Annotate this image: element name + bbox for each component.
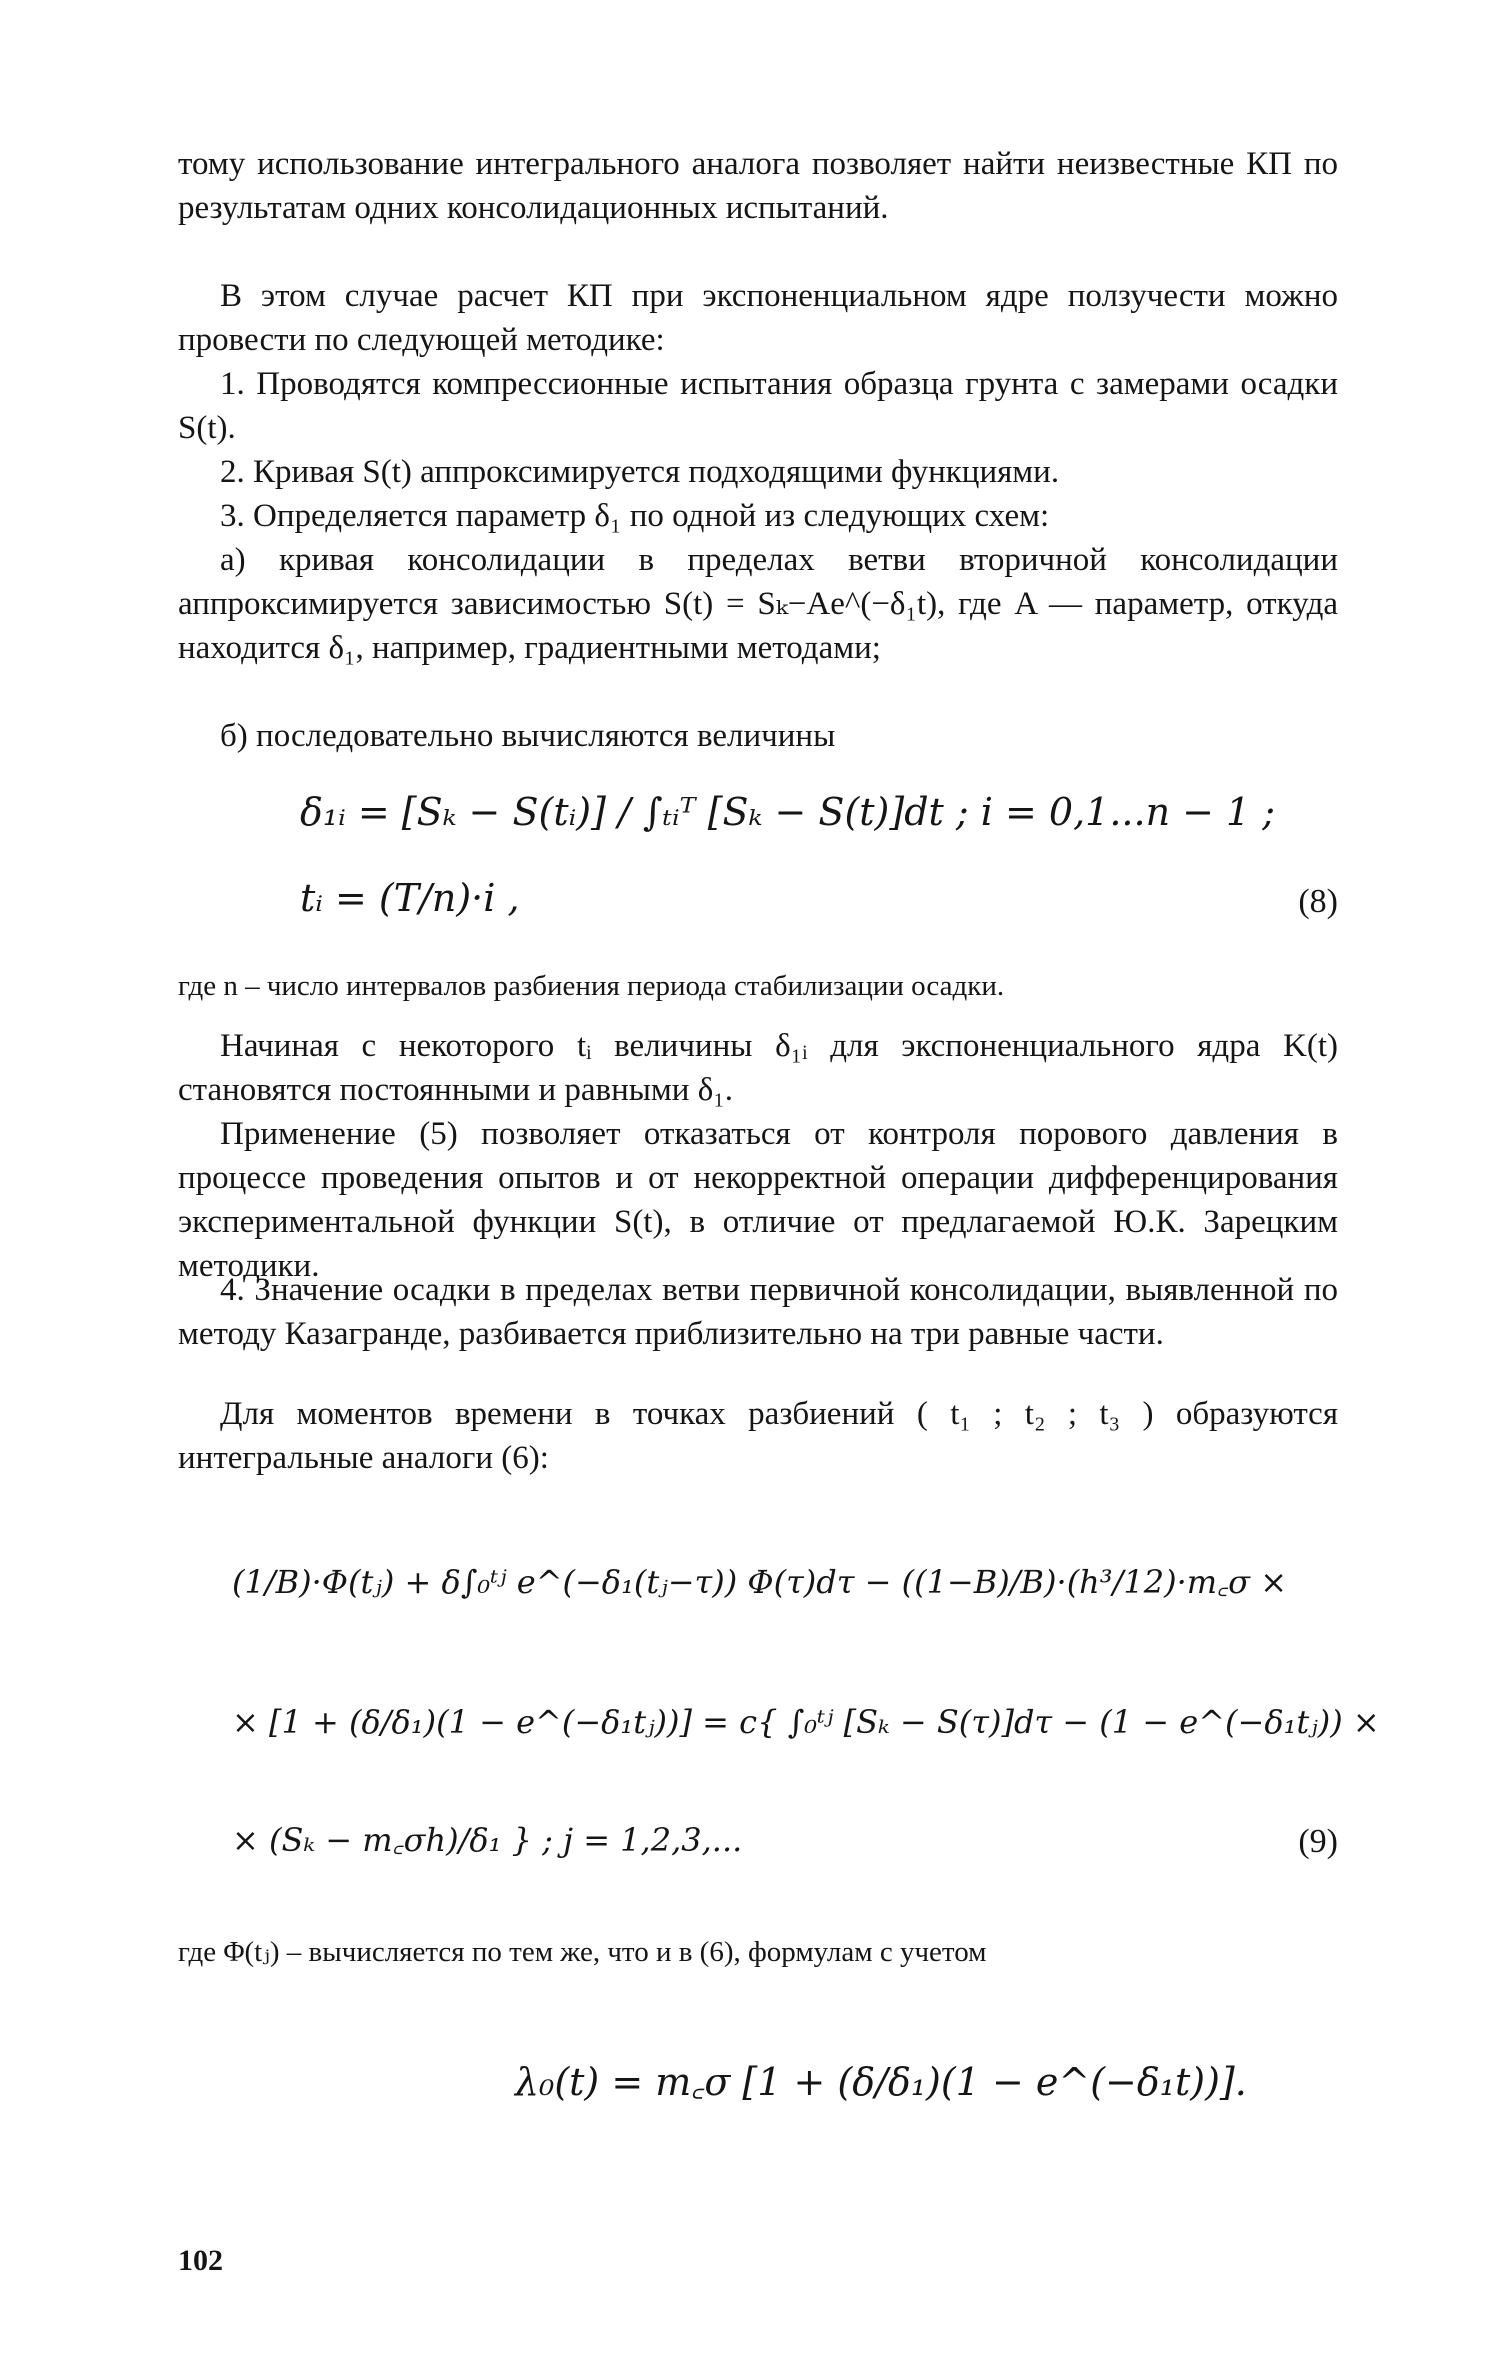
paragraph-moments: Для моментов времени в точках разбиений ( t₁ ; t₂ ; t₃ ) образуются интегральные аналоги (6): <box>178 1396 1338 1476</box>
equation-8-number: (8) <box>1298 883 1338 920</box>
step-3b: б) последовательно вычисляются величины <box>220 718 836 754</box>
equation-lambda: λ₀(t) = m꜀σ [1 + (δ/δ₁)(1 − e^(−δ₁t))]. <box>515 2060 1247 2104</box>
page-number: 102 <box>178 2244 223 2277</box>
paragraph-intro: тому использование интегрального аналога позволяет найти неизвестные КП по результатам одних консолидационных испытаний. <box>178 146 1338 226</box>
step-1: 1. Проводятся компрессионные испытания образца грунта с замерами осадки S(t). <box>178 366 1338 446</box>
equation-9-number: (9) <box>1298 1823 1338 1860</box>
paragraph-application: Применение (5) позволяет отказаться от контроля порового давления в процессе проведения опытов и от некорректной операции дифференцирования экспериментальной функции S(t), в отличие от предлагаемой Ю.К. Зарецким методики. <box>178 1116 1338 1284</box>
equation-8-line-2: tᵢ = (T/n)·i , <box>300 876 520 920</box>
paragraph-method: В этом случае расчет КП при экспоненциальном ядре ползучести можно провести по следующей методике: <box>178 278 1338 358</box>
step-4: 4. Значение осадки в пределах ветви первичной консолидации, выявленной по методу Казагранде, разбивается приблизительно на три равные части. <box>178 1272 1338 1352</box>
step-3a: а) кривая консолидации в пределах ветви вторичной консолидации аппроксимируется зависимостью S(t) = Sₖ−Ae^(−δ₁t), где A — параметр, откуда находится δ₁, например, градиентными методами; <box>178 542 1338 666</box>
equation-9-line-1: (1/B)·Φ(tⱼ) + δ∫₀ᵗʲ e^(−δ₁(tⱼ−τ)) Φ(τ)dτ − ((1−B)/B)·(h³/12)·m꜀σ × <box>232 1563 1288 1601</box>
equation-9-line-3: × (Sₖ − m꜀σh)/δ₁ } ; j = 1,2,3,... <box>232 1821 743 1859</box>
note-n: где n – число интервалов разбиения периода стабилизации осадки. <box>178 970 1005 1002</box>
equation-9-line-2: × [1 + (δ/δ₁)(1 − e^(−δ₁tⱼ))] = c{ ∫₀ᵗʲ [Sₖ − S(τ)]dτ − (1 − e^(−δ₁tⱼ)) × <box>232 1703 1380 1741</box>
equation-8-line-1: δ₁ᵢ = [Sₖ − S(tᵢ)] / ∫ₜᵢᵀ [Sₖ − S(t)]dt ; i = 0,1...n − 1 ; <box>300 790 1276 834</box>
step-3: 3. Определяется параметр δ₁ по одной из следующих схем: <box>220 498 1050 534</box>
step-2: 2. Кривая S(t) аппроксимируется подходящими функциями. <box>220 454 1060 490</box>
paragraph-constant: Начиная с некоторого tᵢ величины δ₁ᵢ для экспоненциального ядра K(t) становятся постоянными и равными δ₁. <box>178 1028 1338 1108</box>
note-phi: где Φ(tⱼ) – вычисляется по тем же, что и в (6), формулам с учетом <box>178 1936 987 1968</box>
